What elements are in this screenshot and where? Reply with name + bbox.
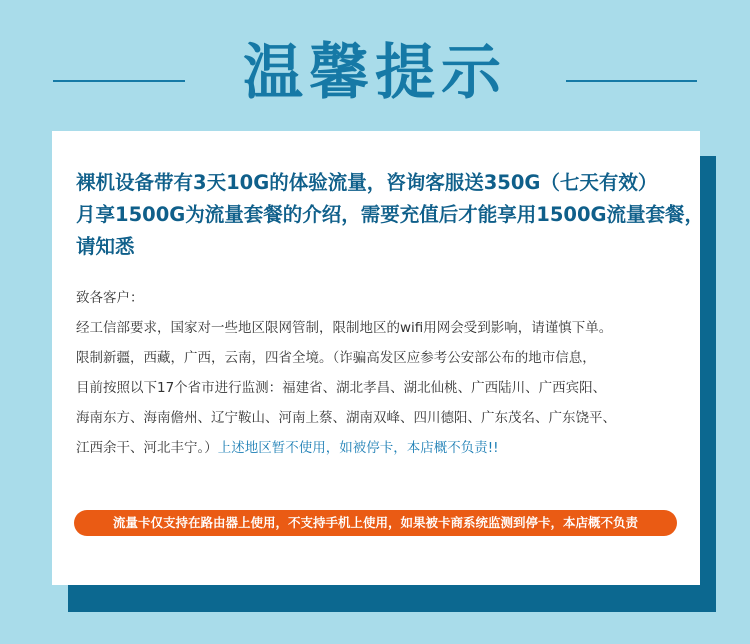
region-warning: 上述地区暂不使用，如被停卡，本店概不负责!!: [217, 440, 499, 456]
body-line-5: [76, 433, 686, 463]
body-line-1: 经工信部要求，国家对一些地区限网管制，限制地区的wifi用网会受到影响，请谨慎下单。: [76, 320, 613, 336]
notice-card: [52, 131, 705, 585]
body-line-4: 海南东方、海南儋州、辽宁鞍山、河南上蔡、湖南双峰、四川德阳、广东茂名、广东饶平、: [76, 410, 616, 426]
body-line-3: 目前按照以下17个省市进行监测：福建省、湖北孝昌、湖北仙桃、广西陆川、广西宾阳、: [76, 380, 607, 396]
body-line-2: 限制新疆，西藏，广西，云南，四省全境。（诈骗高发区应参考公安部公布的地市信息，: [76, 350, 596, 366]
body-line-5-prefix: 江西余干、河北丰宁。）: [76, 440, 218, 456]
headline-line-3: 请知悉: [76, 235, 135, 258]
headline-line-2: 月享1500G为流量套餐的介绍，需要充值后才能享用1500G流量套餐，: [76, 203, 705, 226]
body-text: [76, 283, 686, 463]
headline: [76, 167, 705, 263]
greeting: 致各客户：: [76, 290, 144, 306]
page-title: 温馨提示: [243, 38, 507, 108]
router-only-notice: 流量卡仅支持在路由器上使用，不支持手机上使用，如果被卡商系统监测到停卡，本店概不负责: [74, 510, 677, 536]
headline-line-1: 裸机设备带有3天10G的体验流量，咨询客服送350G（七天有效）: [76, 171, 658, 194]
